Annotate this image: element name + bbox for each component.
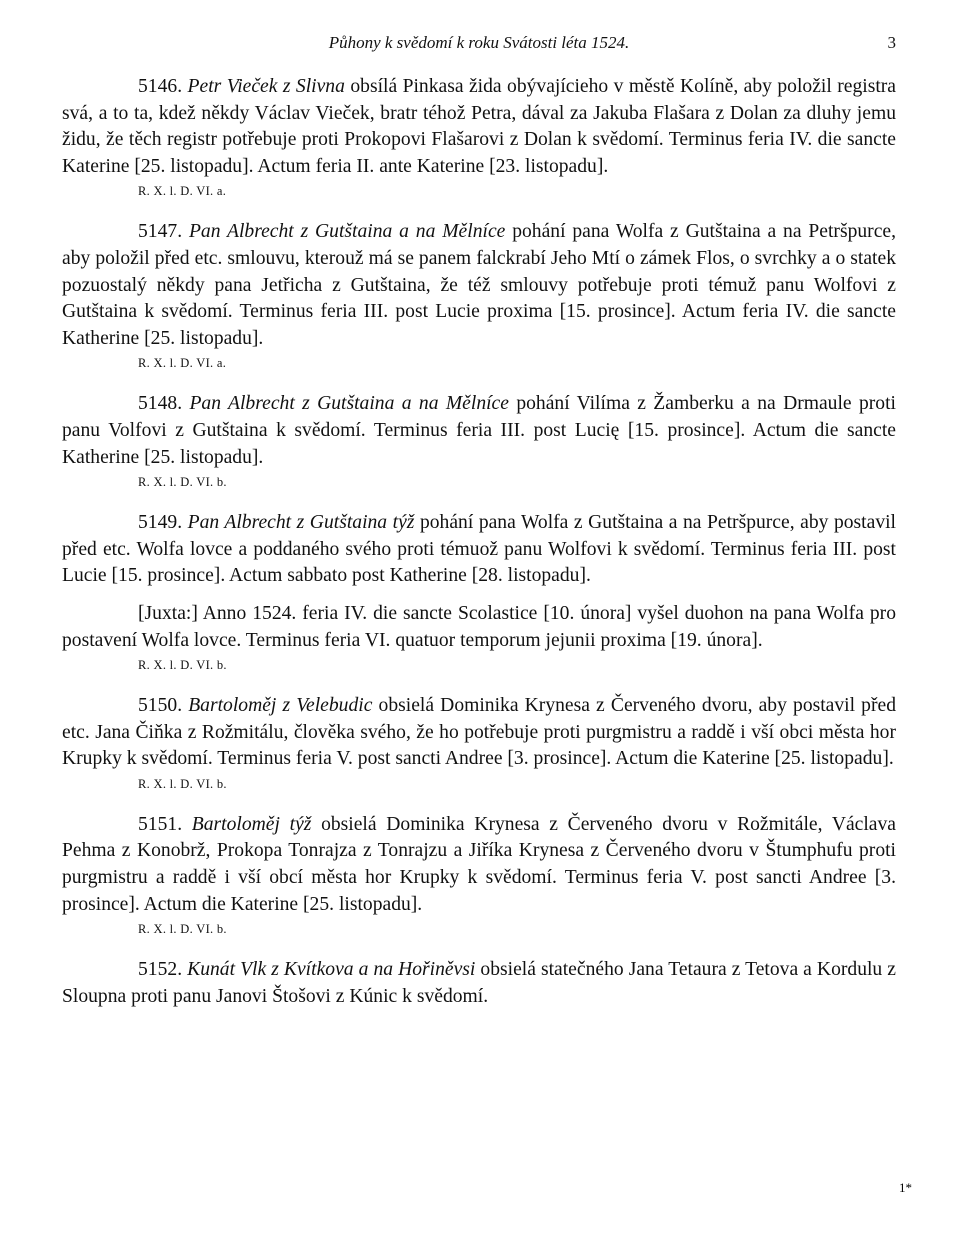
entry-text: [62, 510, 896, 590]
entry-5150: [62, 693, 896, 792]
entry-text: [62, 219, 896, 352]
entry-party: Pan Albrecht z Gutštaina a na Mělníce: [189, 393, 509, 415]
entry-party: Kunát Vlk z Kvítkova a na Hořiněvsi: [187, 959, 476, 981]
page-number: 3: [887, 33, 896, 52]
archival-reference: R. X. l. D. VI. a.: [138, 184, 227, 199]
entry-number: 5151.: [138, 813, 183, 835]
entry-5147: [62, 219, 896, 371]
archival-reference: R. X. l. D. VI. b.: [138, 658, 227, 673]
entry-body: pohání pana Wolfa z Gutštaina a na Petršpurce, aby položil před etc. smlouvu, kterouž má se panem falckrabí Jeho Mtí o zámek Flos, o svrchky a o statek pozuostalý někdy pana Jetřicha z Gutštaina, že též smlouvy potřebuje proti témuž panu Wolfovi z Gutštaina k svědomí. Terminus feria III. post Lucie proxima [15. prosince]. Actum feria IV. die sancte Katherine [25. listopadu].: [62, 221, 896, 349]
entry-number: 5150.: [138, 695, 183, 717]
entry-body: pohání Vilíma z Žamberku a na Drmaule proti panu Volfovi z Gutštaina k svědomí. Terminus feria III. post Lucię [15. prosince]. Actum die sancte Katherine [25. listopadu].: [62, 393, 896, 468]
entry-5148: [62, 391, 896, 490]
entry-number: 5147.: [138, 221, 183, 243]
entry-addendum: [Juxta:] Anno 1524. feria IV. die sancte Scolastice [10. února] vyšel duohon na pana Wolfa pro postavení Wolfa lovce. Terminus feria VI. quatuor temporum jejunii proxima [19. února].: [62, 602, 896, 651]
entry-number: 5146.: [138, 76, 183, 97]
entry-body: obsílá Pinkasa žida obývajícieho v městě Kolíně, aby položil registra svá, a to ta, kdež někdy Václav Vieček, bratr téhož Petra, dával za Jakuba Flašara z Dolan za dluhy jemu židu, že těch registr potřebuje proti Prokopovi Flašarovi z Dolan k svědomí. Terminus feria IV. die sancte Katerine [25. listopadu]. Actum feria II. ante Katerine [23. listopadu].: [62, 76, 896, 177]
archival-reference: R. X. l. D. VI. a.: [138, 356, 227, 371]
entry-text: [62, 812, 896, 918]
archival-reference: R. X. l. D. VI. b.: [138, 776, 227, 791]
signature-mark: 1*: [899, 1180, 912, 1195]
running-header: [62, 30, 896, 60]
entry-text: [62, 693, 896, 773]
document-page: [62, 30, 896, 1010]
entry-number: 5149.: [138, 512, 183, 534]
entry-5146: [62, 74, 896, 199]
entry-body: obsielá Dominika Krynesa z Červeného dvoru v Rožmitále, Václava Pehma z Konobrž, Prokopa Tonrajza z Tonrajzu a Jiříka Krynesa z Červeného dvoru v Štumphufu proti purgmistru a raddě i vší obcí města hor Krupky k svědomí. Terminus feria V. post sancti Andree [3. prosince]. Actum die Katerine [25. listopadu].: [62, 813, 896, 915]
archival-reference: R. X. l. D. VI. b.: [138, 922, 227, 937]
entry-body: obsielá Dominika Krynesa z Červeného dvoru, aby postavil před etc. Jana Čiňka z Rožmitálu, člověka svého, že ho potřebuje proti purgmistru a raddě i vší obci města hor Krupky k svědomí. Terminus feria V. post sancti Andree [3. prosince]. Actum die Katerine [25. listopadu].: [62, 695, 896, 770]
entry-text: [62, 957, 896, 1010]
entry-party: Bartoloměj z Velebudic: [188, 695, 373, 717]
entry-number: 5148.: [138, 393, 183, 415]
entry-5149: [62, 510, 896, 673]
entry-body: pohání pana Wolfa z Gutštaina a na Petršpurce, aby postavil před etc. Wolfa lovce a poddaného svého proti témuož panu Wolfovi k svědomí. Terminus feria III. post Lucie [15. prosince]. Actum sabbato post Katherine [28. listopadu].: [62, 512, 896, 587]
entry-party: Petr Vieček z Slivna: [187, 76, 345, 97]
entry-text: [62, 391, 896, 471]
entry-text: [62, 74, 896, 180]
entry-body: obsielá statečného Jana Tetaura z Tetova a Kordulu z Sloupna proti panu Janovi Štošovi z Kúnic k svědomí.: [62, 959, 896, 1007]
entry-party: Pan Albrecht z Gutštaina týž: [187, 512, 415, 534]
entry-number: 5152.: [138, 959, 183, 981]
running-title: Půhony k svědomí k roku Svátosti léta 1524.: [328, 33, 630, 52]
entry-5151: [62, 812, 896, 937]
archival-reference: R. X. l. D. VI. b.: [138, 475, 227, 490]
entry-party: Bartoloměj týž: [191, 813, 312, 835]
entry-5152: [62, 957, 896, 1010]
entry-party: Pan Albrecht z Gutštaina a na Mělníce: [188, 221, 506, 243]
